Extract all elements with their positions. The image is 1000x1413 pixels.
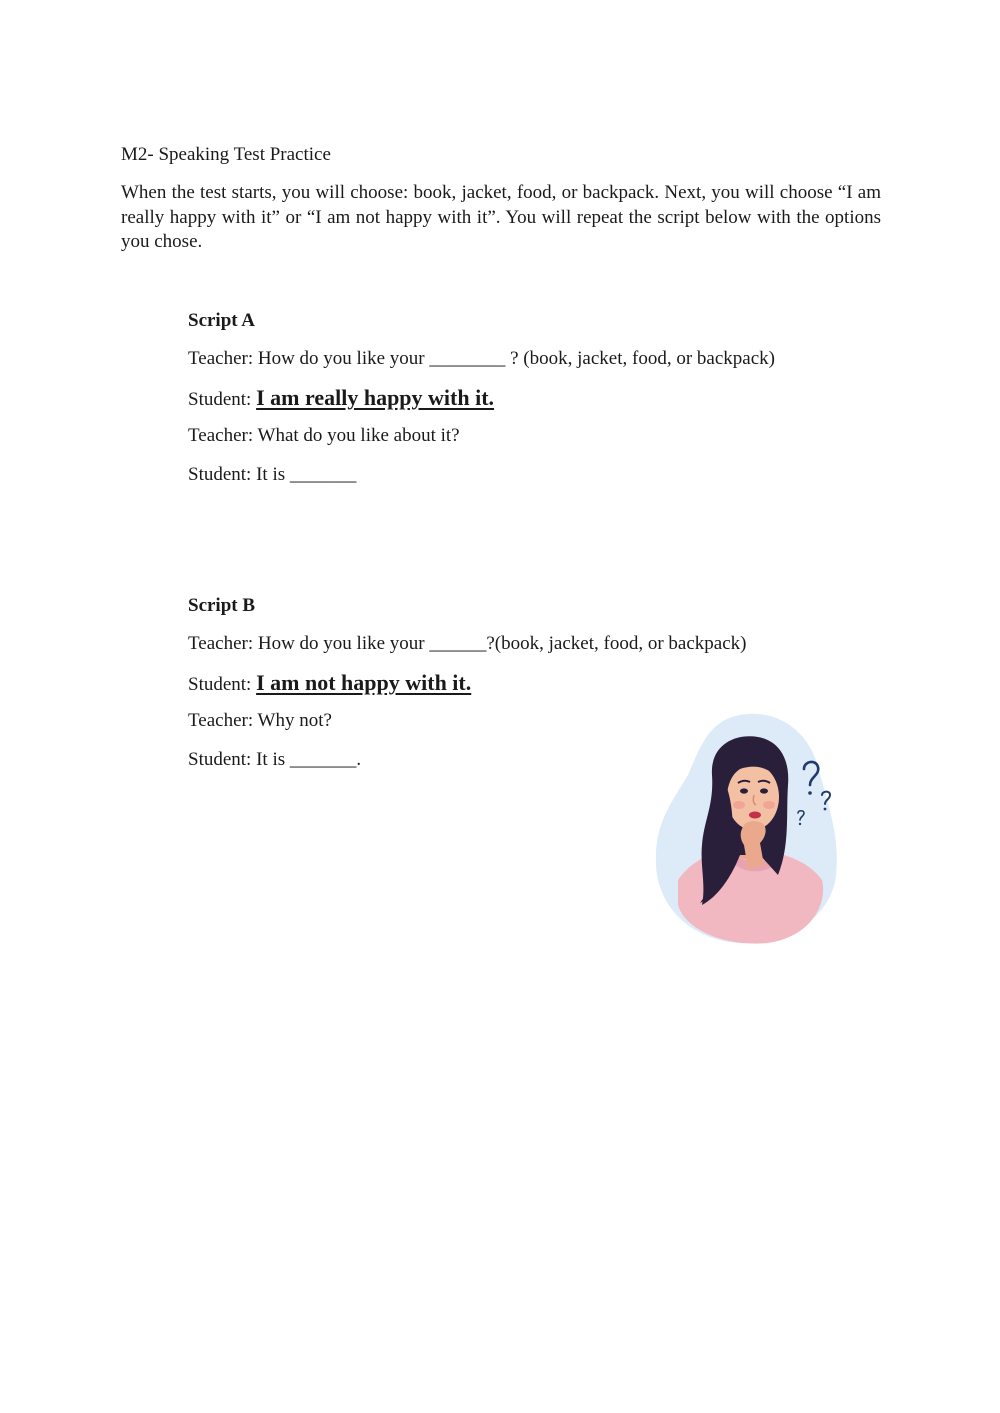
script-b-student-reason: Student: It is _______. bbox=[188, 749, 362, 770]
script-b-teacher-question: Teacher: How do you like your ______?(book, jacket, food, or backpack) bbox=[188, 633, 747, 654]
script-b-teacher-followup: Teacher: Why not? bbox=[188, 710, 332, 731]
script-a-teacher-followup: Teacher: What do you like about it? bbox=[188, 425, 460, 446]
thinking-woman-illustration bbox=[640, 705, 860, 955]
script-b-student-answer: I am not happy with it. bbox=[256, 670, 472, 695]
document-title: M2- Speaking Test Practice bbox=[121, 144, 331, 165]
intro-paragraph: When the test starts, you will choose: book, jacket, food, or backpack. Next, you will choose “I am really happy with it” or “I am not happy with it”. You will repeat the script below with the options you chose. bbox=[121, 182, 881, 252]
script-a-student-answer: I am really happy with it. bbox=[256, 385, 495, 410]
script-a-section bbox=[188, 309, 868, 502]
script-a-student-reason: Student: It is _______ bbox=[188, 464, 357, 485]
script-a-student-prefix: Student: bbox=[188, 389, 257, 410]
script-b-heading: Script B bbox=[188, 595, 256, 616]
script-b-student-prefix: Student: bbox=[188, 674, 257, 695]
script-a-teacher-question: Teacher: How do you like your ________ ? (book, jacket, food, or backpack) bbox=[188, 348, 775, 369]
script-a-student-answer-line bbox=[188, 386, 868, 410]
script-b-student-answer-line bbox=[188, 671, 868, 695]
thinking-woman-icon bbox=[640, 705, 860, 955]
script-a-heading: Script A bbox=[188, 310, 256, 331]
